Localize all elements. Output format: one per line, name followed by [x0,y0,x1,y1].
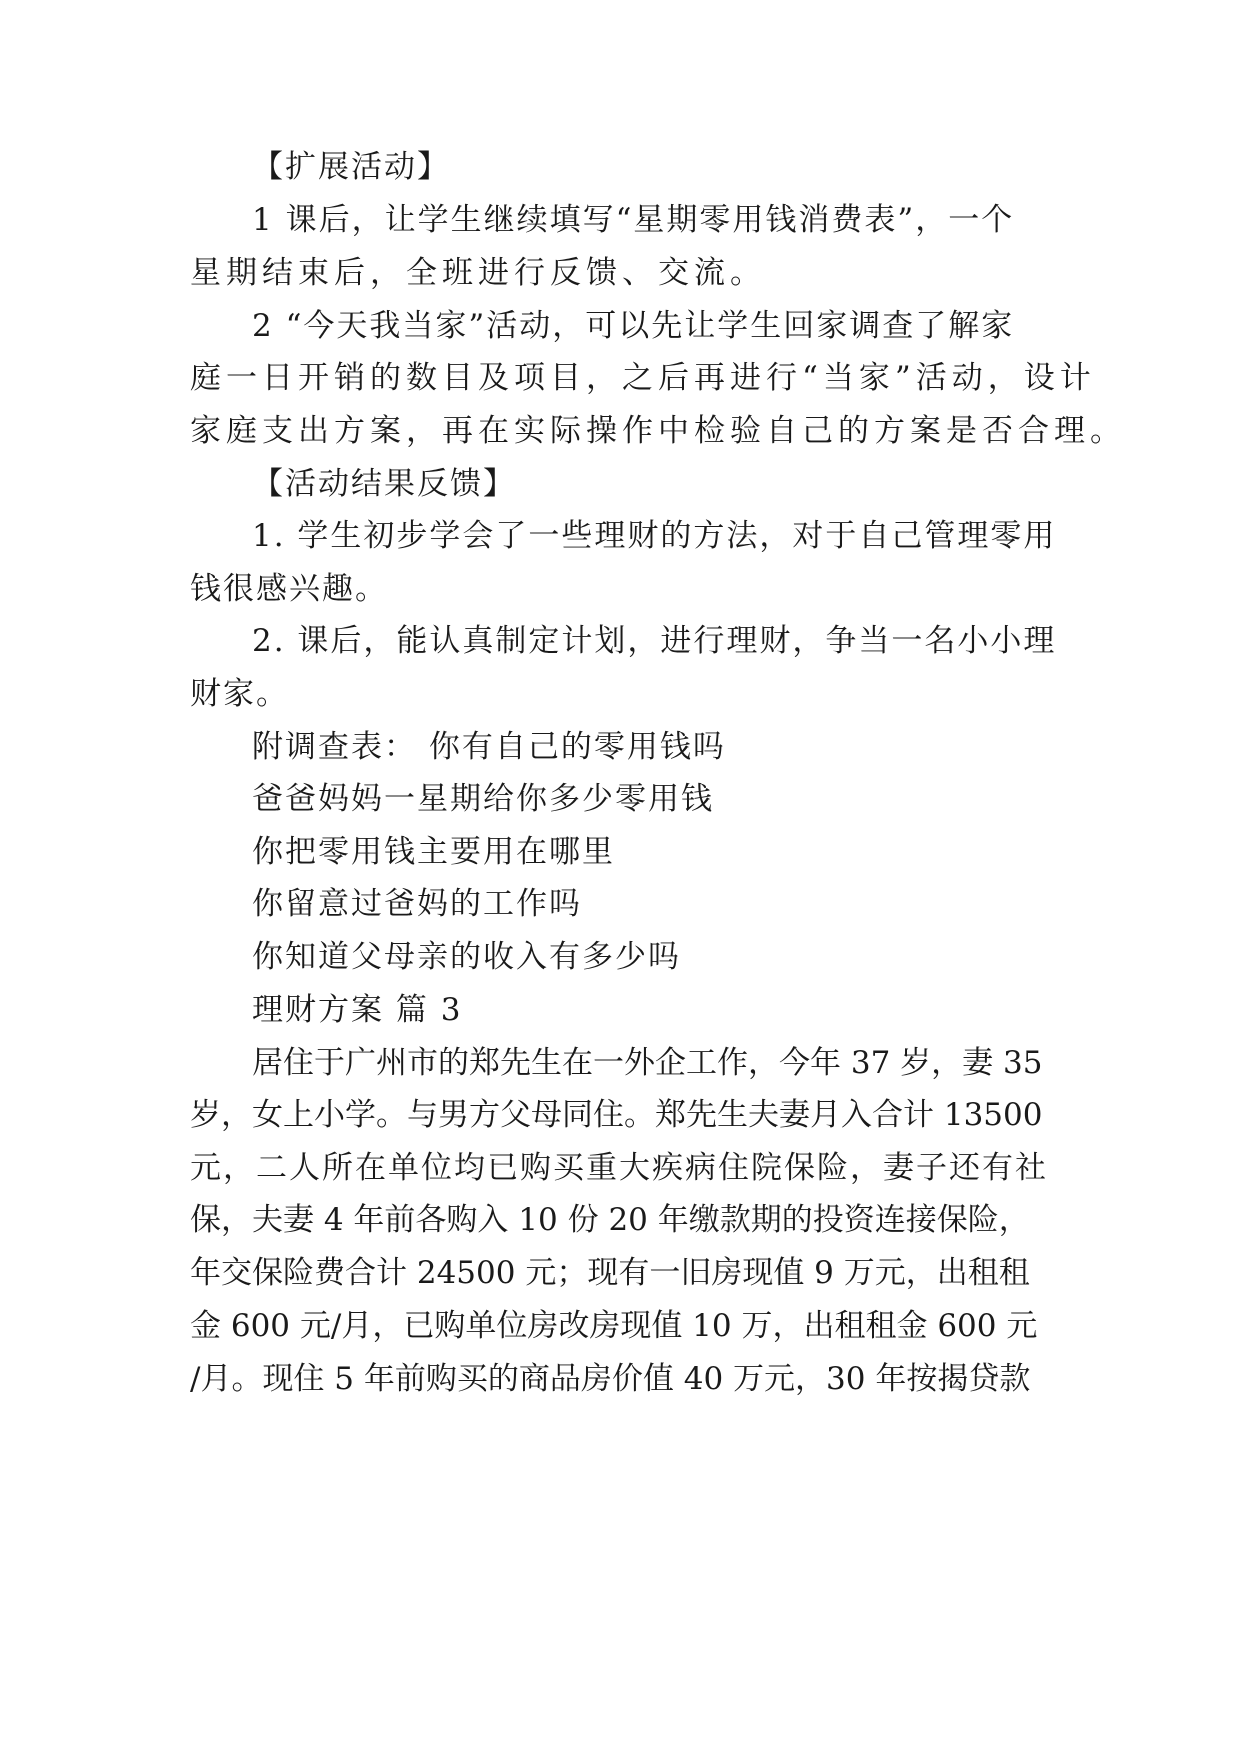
paragraph-line: 1. 学生初步学会了一些理财的方法，对于自己管理零用 [252,518,1057,554]
paragraph-line: 庭一日开销的数目及项目，之后再进行“当家”活动，设计 [190,360,1096,396]
paragraph-line: 家庭支出方案，再在实际操作中检验自己的方案是否合理。 [190,413,1126,449]
paragraph-line: 钱很感兴趣。 [190,571,388,607]
section-heading-activity-feedback: 【活动结果反馈】 [252,466,516,502]
paragraph-line: 元，二人所在单位均已购买重大疾病住院保险，妻子还有社 [190,1150,1048,1186]
paragraph-line: 2. 课后，能认真制定计划，进行理财，争当一名小小理 [252,623,1057,659]
paragraph-line: 保，夫妻 4 年前各购入 10 份 20 年缴款期的投资连接保险， [190,1202,1030,1238]
section-heading-extension-activity: 【扩展活动】 [252,149,450,185]
paragraph-line: 金 600 元/月，已购单位房改房现值 10 万，出租租金 600 元 [190,1308,1038,1344]
survey-line: 你留意过爸妈的工作吗 [252,886,582,922]
survey-line: 附调查表： 你有自己的零用钱吗 [252,729,726,765]
survey-line: 爸爸妈妈一星期给你多少零用钱 [252,781,714,817]
paragraph-line: 1 课后，让学生继续填写“星期零用钱消费表”，一个 [252,202,1015,238]
section-title: 理财方案 篇 3 [252,992,463,1028]
survey-line: 你把零用钱主要用在哪里 [252,834,615,870]
paragraph-line: 2 “今天我当家”活动，可以先让学生回家调查了解家 [252,308,1015,344]
survey-line: 你知道父母亲的收入有多少吗 [252,939,681,975]
paragraph-line: 财家。 [190,676,289,712]
paragraph-line: 年交保险费合计 24500 元；现有一旧房现值 9 万元，出租租 [190,1255,1030,1291]
paragraph-line: 居住于广州市的郑先生在一外企工作，今年 37 岁，妻 35 [252,1045,1043,1081]
paragraph-line: 星期结束后，全班进行反馈、交流。 [190,255,766,291]
paragraph-line: 岁，女上小学。与男方父母同住。郑先生夫妻月入合计 13500 [190,1097,1043,1133]
paragraph-line: /月。现住 5 年前购买的商品房价值 40 万元，30 年按揭贷款 [190,1361,1031,1397]
